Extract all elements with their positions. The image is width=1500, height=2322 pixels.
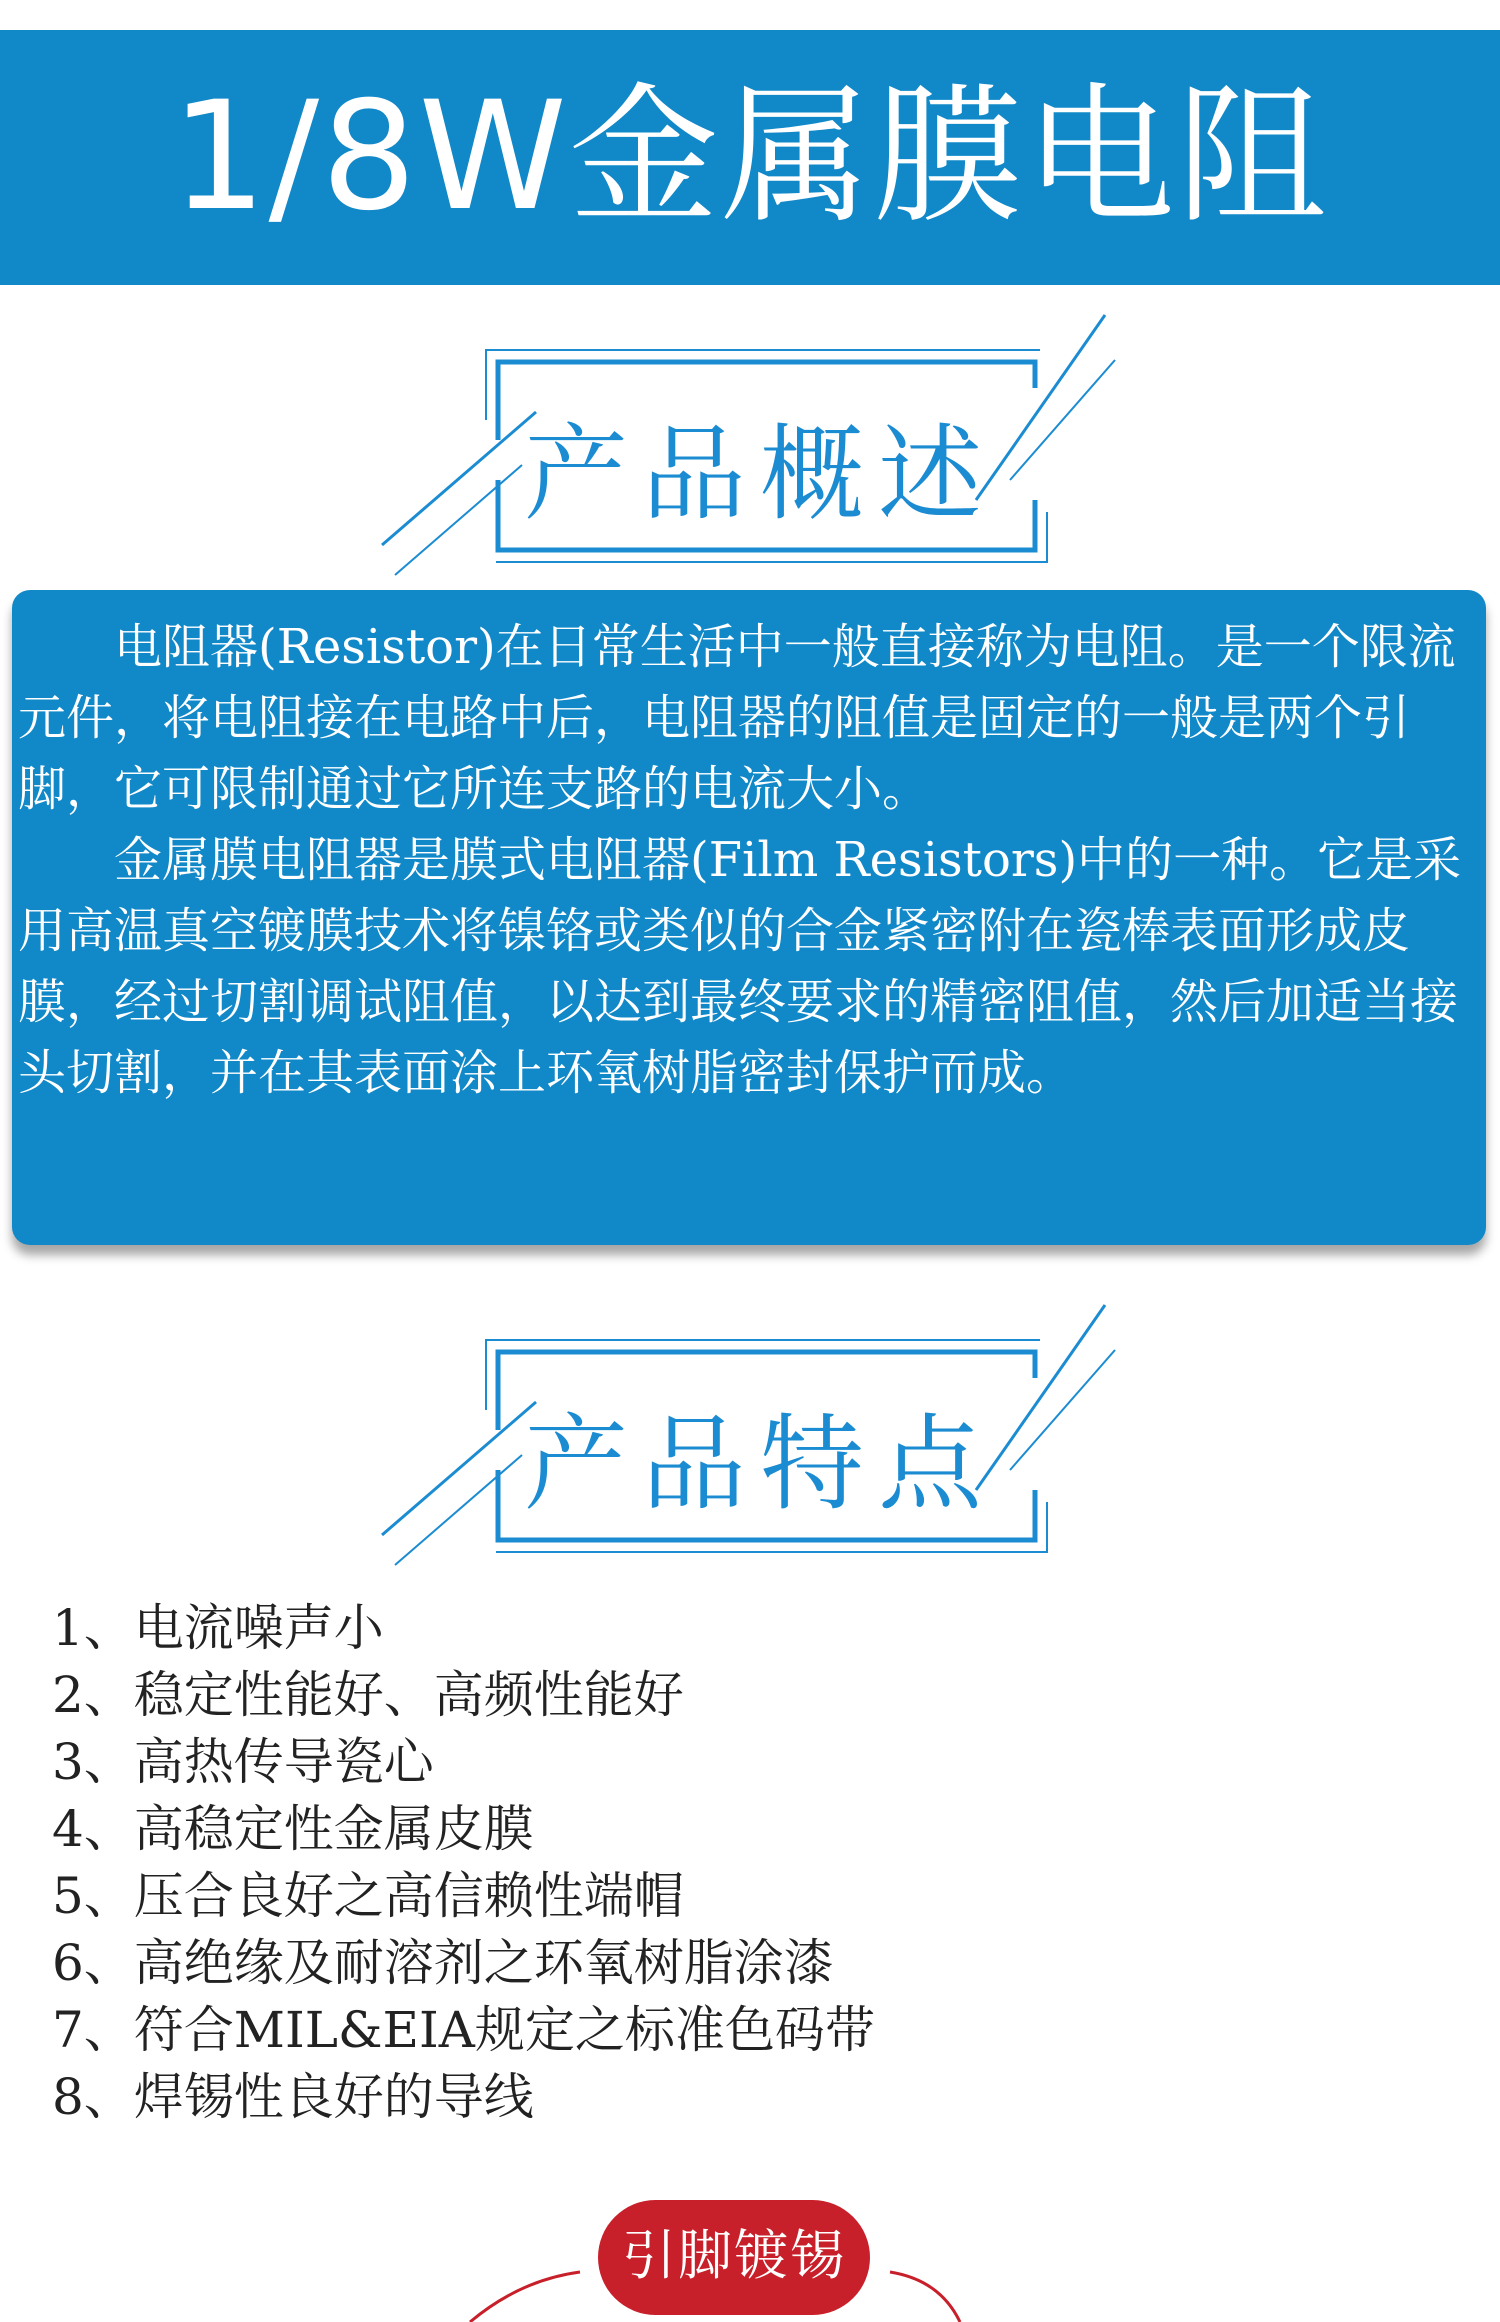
overview-heading-frame (0, 300, 1500, 580)
list-item: 1、电流噪声小 (52, 1599, 384, 1657)
overview-text (18, 612, 1480, 1109)
list-item: 8、焊锡性良好的导线 (52, 2068, 534, 2126)
title-banner (0, 30, 1500, 285)
features-heading-frame (0, 1290, 1500, 1570)
list-item: 6、高绝缘及耐溶剂之环氧树脂涂漆 (52, 1934, 834, 1992)
overview-box (12, 590, 1486, 1245)
overview-paragraph: 金属膜电阻器是膜式电阻器(Film Resistors)中的一种。它是采用高温真空镀膜技术将镍铬或类似的合金紧密附在瓷棒表面形成皮膜，经过切割调试阻值，以达到最终要求的精密阻值，然后加适当接头切割，并在其表面涂上环氧树脂密封保护而成。 (18, 832, 1462, 1101)
list-item: 2、稳定性能好、高频性能好 (52, 1666, 684, 1724)
overview-paragraph: 电阻器(Resistor)在日常生活中一般直接称为电阻。是一个限流元件，将电阻接在电路中后，电阻器的阻值是固定的一般是两个引脚，它可限制通过它所连支路的电流大小。 (18, 619, 1456, 817)
features-list (52, 1595, 875, 2131)
list-item: 7、符合MIL&EIA规定之标准色码带 (52, 2001, 875, 2059)
list-item: 4、高稳定性金属皮膜 (52, 1800, 534, 1858)
features-heading: 产品特点 (523, 1403, 996, 1525)
page-title: 1/8W金属膜电阻 (171, 70, 1329, 244)
list-item: 5、压合良好之高信赖性端帽 (52, 1867, 684, 1925)
overview-heading: 产品概述 (523, 413, 996, 535)
tin-plating-badge: 引脚镀锡 (598, 2200, 870, 2315)
list-item: 3、高热传导瓷心 (52, 1733, 434, 1791)
